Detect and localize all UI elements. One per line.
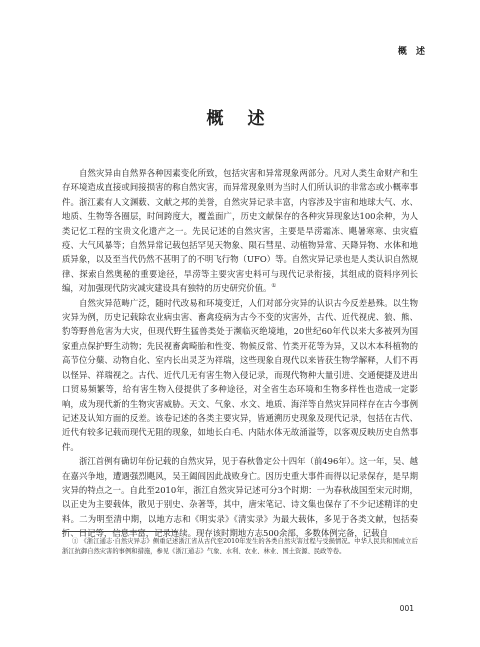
page-number: 001 (399, 604, 414, 613)
footnote-rule (62, 531, 178, 532)
running-head: 概 述 (397, 47, 428, 57)
paragraph-1: 自然灾异由自然界各种因素变化所致，包括灾害和异常现象两部分。凡对人类生命财产和生存环境造成直接或间接损害的称自然灾害，而异常现象则为当时人们所认识的非常态或小概率事件。浙江素有人文渊薮、文献之邦的美誉，自然灾异记录丰富，内容涉及宇宙和地球大气、水、地质、生物等各圈层，时间跨度大，覆盖面广，历史文献保存的各种灾异现象达100余种，为人类记忆工程的宝贵文化遗产之一。先民记述的自然灾害，主要是旱涝霜冻、飓暑寒寒、虫灾瘟疫、大气风暴等；自然异常记载包括罕见天物象、陨石彗星、动植物异常、天降异物、水体和地质异象，以及至当代仍然不甚明了的不明飞行物（UFO）等。自然灾异记录也是人类认识自然规律、探索自然奥秘的重要途径，旱涝等主要灾害史料可与现代记录衔接，其组成的资料序列长编，对加强现代防灾减灾建设具有独特的历史研究价值。① (62, 168, 418, 294)
footnote: ① 《浙江通志·自然灾异志》侧重记述浙江省从古代至2010年发生的各类自然灾害过程与受损情况。中华人民共和国成立后浙江抗御自然灾害的事例和措施，参见《浙江通志》气象、水利、农业、林业、国土资源、民政等卷。 (62, 538, 418, 555)
footnote-reference[interactable]: ① (271, 283, 277, 290)
paragraph-2: 自然灾异范畴广泛，随时代改易和环境变迁，人们对部分灾异的认识古今反差悬殊。以生物灾异为例，历史记载除农业病虫害、畜禽疫病为古今不变的灾害外，古代、近代视虎、狼、熊、豹等野兽危害为大灾，但现代野生猛兽类处于濒临灭绝境地，20世纪60年代以来大多被列为国家重点保护野生动物；先民视畜禽畸胎和性变、物候反常、竹类开花等为异，又以木本科植物的高节位分蘖、动物自化、室内长出灵芝为祥瑞，这些现象自现代以来皆获生物学解释，人们不再以怪异、祥瑞视之。古代、近代几无有害生物入侵记录，而现代物种大量引进、交通便捷及进出口贸易频繁等，给有害生物入侵提供了多种途径，对全省生态环境和生物多样性也造成一定影响，成为现代新的生物灾害威胁。天文、气象、水文、地质、海洋等自然灾异同样存在古今事例记述及认知方面的反差。该卷记述的各类主要灾异，皆通溯历史现象及现代记录，包括在古代、近代有较多记载而现代无阻的现象，如地长白毛、内陆水体无故涌溢等，以客观反映历史自然事件。 (62, 297, 418, 452)
paragraph-3: 浙江首例有确切年份记载的自然灾异，见于春秋鲁定公十四年（前496年）。这一年，吴、越在嘉兴争地，遭遇强烈飓风，吴王阖闾因此战败身亡。因历史重大事件而得以记录保存，是早期灾异的特点之一。自此至2010年，浙江自然灾异记述可分3个时期：一为春秋战国至宋元时期，以正史为主要载体，散见于别史、杂著等，其中，唐宋笔记、诗文集也保存了不少记述精详的史料。二为明至清中期，以地方志和《明实录》《清实录》为最大载体，多见于各类文献，包括奏折、日记等，信息丰富，记录连续。现存该时期地方志500余部，多数体例完备，记载自 (62, 456, 418, 539)
page-title: 概 述 (206, 109, 274, 129)
body-text (62, 166, 418, 541)
